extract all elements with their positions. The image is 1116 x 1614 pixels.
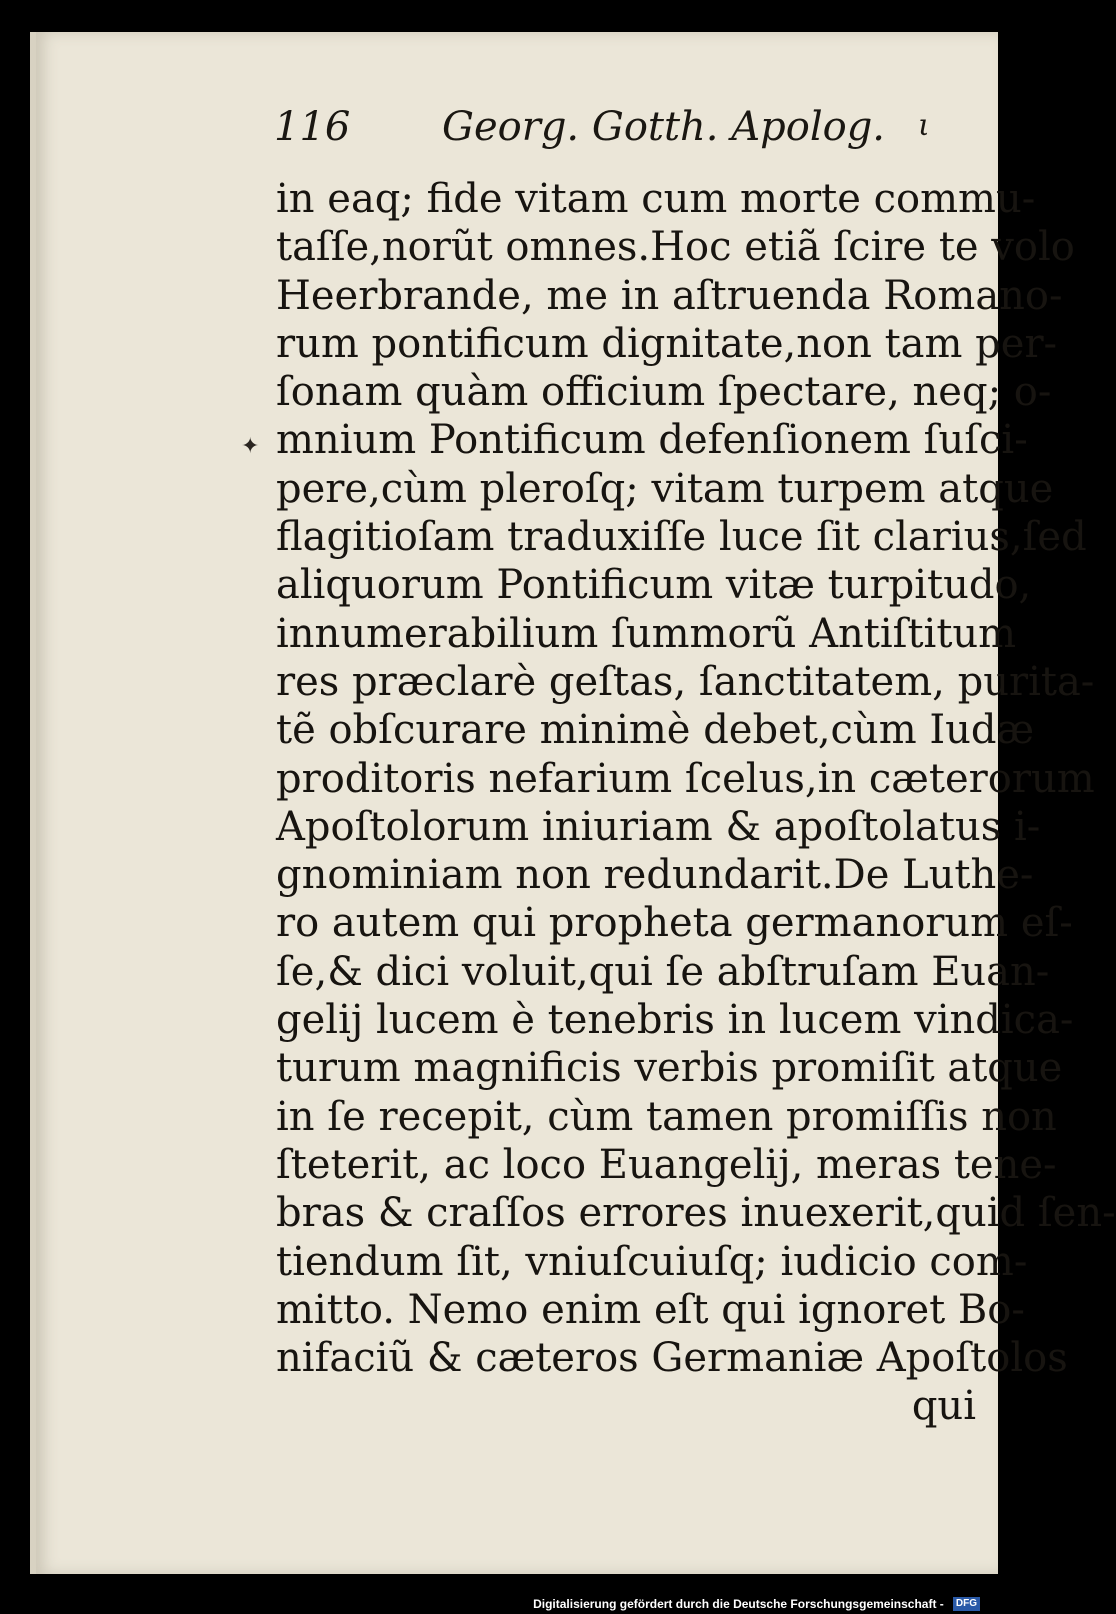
- running-head: Georg. Gotth. Apolog.: [442, 104, 886, 150]
- digitization-footer: [0, 1593, 1000, 1613]
- text-line: ſteterit, ac loco Euangelij, meras tene-: [276, 1141, 1057, 1188]
- text-line: in ſe recepit, cùm tamen promiſſis non: [276, 1093, 1057, 1140]
- text-line: res præclarè geſtas, ſanctitatem, purita-: [276, 658, 1095, 705]
- page-header: [274, 104, 974, 160]
- text-line: gelij lucem è tenebris in lucem vindica-: [276, 997, 1074, 1044]
- text-line: Apoſtolorum iniuriam & apoſtolatus i-: [276, 803, 1041, 850]
- book-page: [30, 32, 1116, 1574]
- header-mark: ι: [918, 108, 930, 143]
- page-number: 116: [274, 104, 351, 150]
- text-line: ro autem qui propheta germanorum eſ-: [276, 900, 1073, 947]
- text-line: qui: [911, 1383, 976, 1430]
- funding-credit: Digitalisierung gefördert durch die Deutsche Forschungsgemeinschaft -: [533, 1597, 944, 1611]
- margin-mark: ✦: [241, 434, 260, 459]
- text-line: mnium Pontificum defenſionem ſuſci-: [276, 417, 1028, 464]
- text-line: mitto. Nemo enim eſt qui ignoret Bo-: [276, 1286, 1025, 1333]
- text-line: gnominiam non redundarit.De Luthe-: [276, 852, 1034, 899]
- text-line: nifaciũ & cæteros Germaniæ Apoſtolos: [276, 1335, 1068, 1382]
- text-line: tiendum ſit, vniuſcuiuſq; iudicio com-: [276, 1238, 1028, 1285]
- dfg-logo: DFG: [953, 1597, 980, 1611]
- text-line: pere,cùm pleroſq; vitam turpem atque: [276, 465, 1054, 512]
- text-line: taſſe,norũt omnes.Hoc etiã ſcire te volo: [276, 224, 1075, 271]
- text-line: Heerbrande, me in aſtruenda Romano-: [276, 272, 1063, 319]
- text-line: innumerabilium ſummorũ Antiſtitum: [276, 610, 1017, 657]
- body-text: [276, 175, 1116, 1431]
- text-line: ſonam quàm officium ſpectare, neq; o-: [276, 369, 1052, 416]
- text-line: bras & craſſos errores inuexerit,quid ſen-: [276, 1190, 1116, 1237]
- text-line: ſe,& dici voluit,qui ſe abſtruſam Euan-: [276, 948, 1050, 995]
- text-line: tẽ obſcurare minimè debet,cùm Iudæ: [276, 707, 1035, 754]
- text-line: rum pontificum dignitate,non tam per-: [276, 320, 1058, 367]
- text-line: proditoris nefarium ſcelus,in cæterorum: [276, 755, 1095, 802]
- text-line: in eaq; fide vitam cum morte commu-: [276, 176, 1036, 222]
- text-line: flagitioſam traduxiſſe luce ſit clarius,ſed: [276, 514, 1087, 561]
- text-line: turum magnificis verbis promiſit atque: [276, 1045, 1063, 1092]
- text-line: aliquorum Pontificum vitæ turpitudo,: [276, 562, 1032, 609]
